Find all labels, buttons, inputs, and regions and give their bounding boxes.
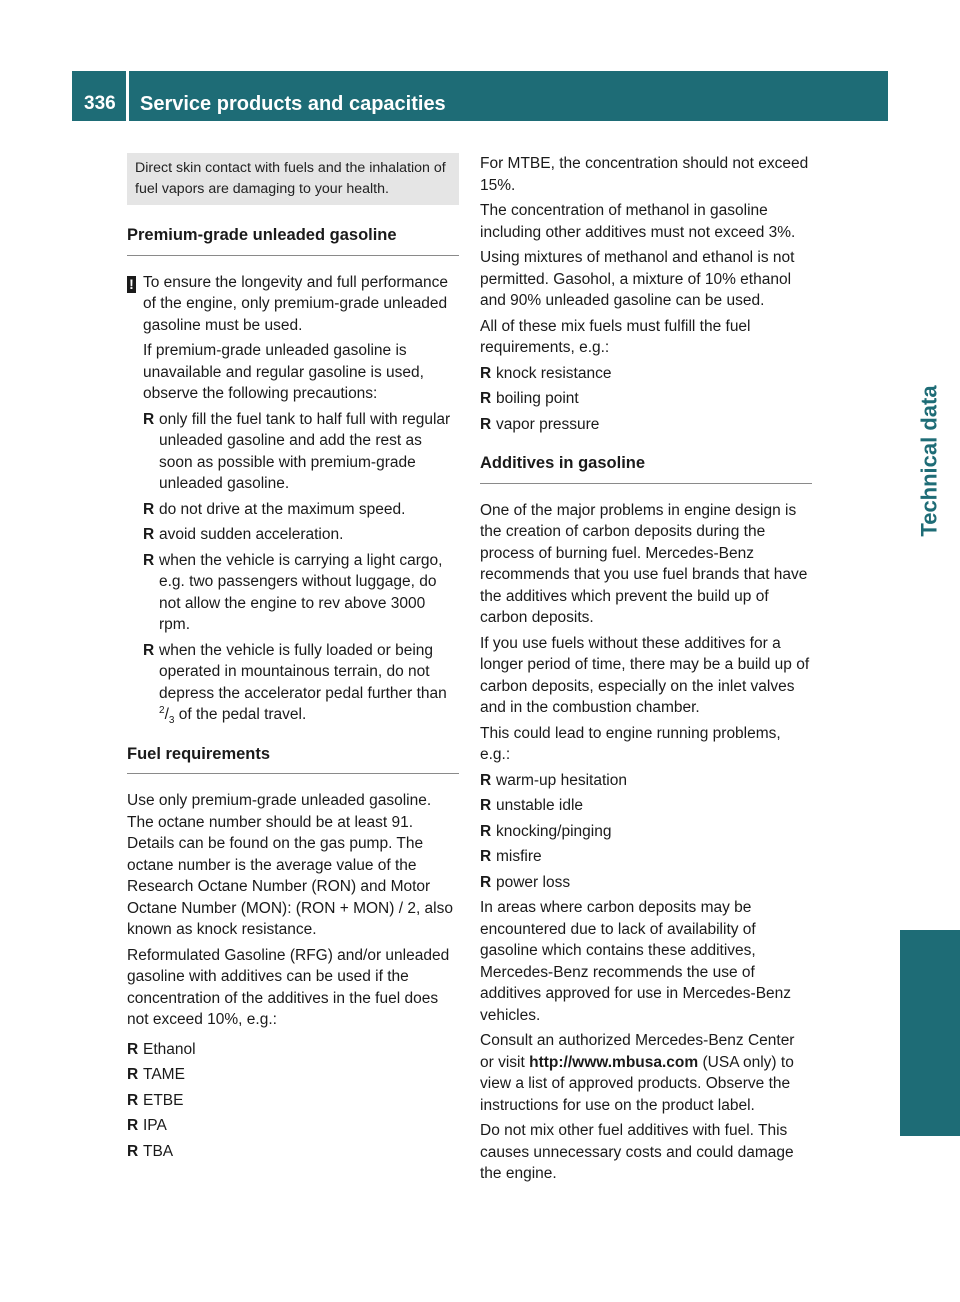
list-item: R vapor pressure — [480, 414, 812, 436]
additives-paragraph-4: In areas where carbon deposits may be encountered due to lack of availability of gasoline which contains these additives, Mercedes-Benz recommends the use of additives approved for use in Mercedes-Benz vehicles. — [480, 899, 792, 1024]
premium-heading: Premium-grade unleaded gasoline — [127, 225, 459, 256]
mbusa-link[interactable]: http://www.mbusa.com — [529, 1053, 699, 1071]
requirements-list — [480, 363, 812, 436]
bullet-icon: R — [127, 1040, 139, 1058]
list-item: R when the vehicle is carrying a light cargo, e.g. two passengers without luggage, do not allow the engine to rev above 3000 rpm. — [143, 551, 443, 633]
additives-heading: Additives in gasoline — [480, 453, 812, 484]
problems-list — [480, 770, 812, 894]
list-item: R do not drive at the maximum speed. — [143, 499, 459, 521]
additives-paragraph-3: This could lead to engine running problems, e.g.: — [480, 724, 781, 763]
mixtures-paragraph: Using mixtures of methanol and ethanol is not permitted. Gasohol, a mixture of 10% ethanol and 90% unleaded gasoline can be used. — [480, 249, 795, 309]
fuel-paragraph-2: Reformulated Gasoline (RFG) and/or unleaded gasoline with additives can be used if the concentration of the additives in the fuel does not exceed 10%, e.g.: — [127, 946, 450, 1028]
header-divider — [126, 71, 129, 121]
left-column — [127, 153, 459, 1166]
requirements-paragraph: All of these mix fuels must fulfill the fuel requirements, e.g.: — [480, 317, 751, 356]
list-item: R TAME — [127, 1064, 459, 1086]
list-item: R TBA — [127, 1141, 459, 1163]
fuel-heading: Fuel requirements — [127, 744, 459, 775]
page-number: 336 — [84, 93, 116, 114]
list-item: R only fill the fuel tank to half full with regular unleaded gasoline and add the rest as soon as possible with premium-grade unleaded gasoline. — [143, 410, 451, 492]
warning-box: Direct skin contact with fuels and the inhalation of fuel vapors are damaging to your health. — [127, 153, 459, 205]
page-title: Service products and capacities — [140, 93, 446, 115]
list-item: R warm-up hesitation — [480, 770, 812, 792]
bullet-icon: R — [480, 873, 492, 891]
bullet-icon: R — [480, 771, 492, 789]
side-tab — [900, 71, 960, 1136]
additives-paragraph-2: If you use fuels without these additives for a longer period of time, there may be a build up of carbon deposits, especially on the inlet valves and in the combustion chamber. — [480, 634, 810, 716]
list-item: R misfire — [480, 846, 812, 868]
list-item: R IPA — [127, 1115, 459, 1137]
list-item: R power loss — [480, 872, 812, 894]
precautions-list — [143, 409, 459, 726]
fuel-paragraph-1: Use only premium-grade unleaded gasoline. The octane number should be at least 91. Details can be found on the gas pump. The octane number is the average value of the Research Octane Number (RON) and Motor Octane Number (MON): (RON + MON) / 2, also known as knock resistance. — [127, 792, 453, 938]
additives-paragraph-1: One of the major problems in engine design is the creation of carbon deposits during the process of burning fuel. Mercedes-Benz recommends that you use fuel brands that have the additives which prevent the build up of carbon deposits. — [480, 501, 808, 626]
bullet-icon: R — [480, 848, 492, 865]
bullet-icon: R — [143, 410, 155, 428]
side-tab-label: Technical data — [917, 385, 943, 537]
list-item: R avoid sudden acceleration. — [143, 524, 459, 546]
exclamation-icon: ! — [127, 276, 136, 293]
list-item: R ETBE — [127, 1090, 459, 1112]
note-text: To ensure the longevity and full performance of the engine, only premium-grade unleaded gasoline must be used. — [143, 273, 449, 334]
bullet-icon: R — [143, 500, 155, 518]
side-tab-block — [900, 930, 960, 1136]
list-item: R knock resistance — [480, 363, 812, 385]
list-item: R when the vehicle is fully loaded or being operated in mountainous terrain, do not depress the accelerator pedal further than $^2/_3$ of the pedal travel. — [143, 641, 447, 727]
list-item: R knocking/pinging — [480, 821, 812, 843]
bullet-icon: R — [480, 797, 492, 814]
bullet-icon: R — [143, 641, 155, 659]
note-text-2: If premium-grade unleaded gasoline is unavailable and regular gasoline is used, observe the following precautions: — [143, 342, 424, 402]
additives-paragraph-5: Consult an authorized Mercedes-Benz Center or visit http://www.mbusa.com (USA only) to view a list of approved products. Observe the instructions for use on the product label. — [480, 1032, 795, 1114]
bullet-icon: R — [127, 1142, 139, 1160]
additives-list — [127, 1039, 459, 1163]
side-tab-label-wrap — [900, 71, 960, 851]
bullet-icon: R — [127, 1091, 139, 1109]
bullet-icon: R — [127, 1117, 139, 1134]
bullet-icon: R — [480, 822, 492, 840]
bullet-icon: R — [143, 551, 155, 569]
bullet-icon: R — [127, 1066, 139, 1083]
mtbe-paragraph: For MTBE, the concentration should not exceed 15%. — [480, 155, 809, 194]
list-item: R unstable idle — [480, 795, 812, 817]
methanol-paragraph: The concentration of methanol in gasoline including other additives must not exceed 3%. — [480, 202, 796, 241]
additives-paragraph-6: Do not mix other fuel additives with fuel. This causes unnecessary costs and could damage the engine. — [480, 1122, 794, 1182]
bullet-icon: R — [143, 526, 155, 543]
premium-note — [127, 272, 459, 726]
bullet-icon: R — [480, 390, 492, 407]
bullet-icon: R — [480, 415, 492, 433]
right-column — [480, 153, 812, 1189]
list-item: R Ethanol — [127, 1039, 459, 1061]
list-item: R boiling point — [480, 388, 812, 410]
bullet-icon: R — [480, 364, 492, 382]
